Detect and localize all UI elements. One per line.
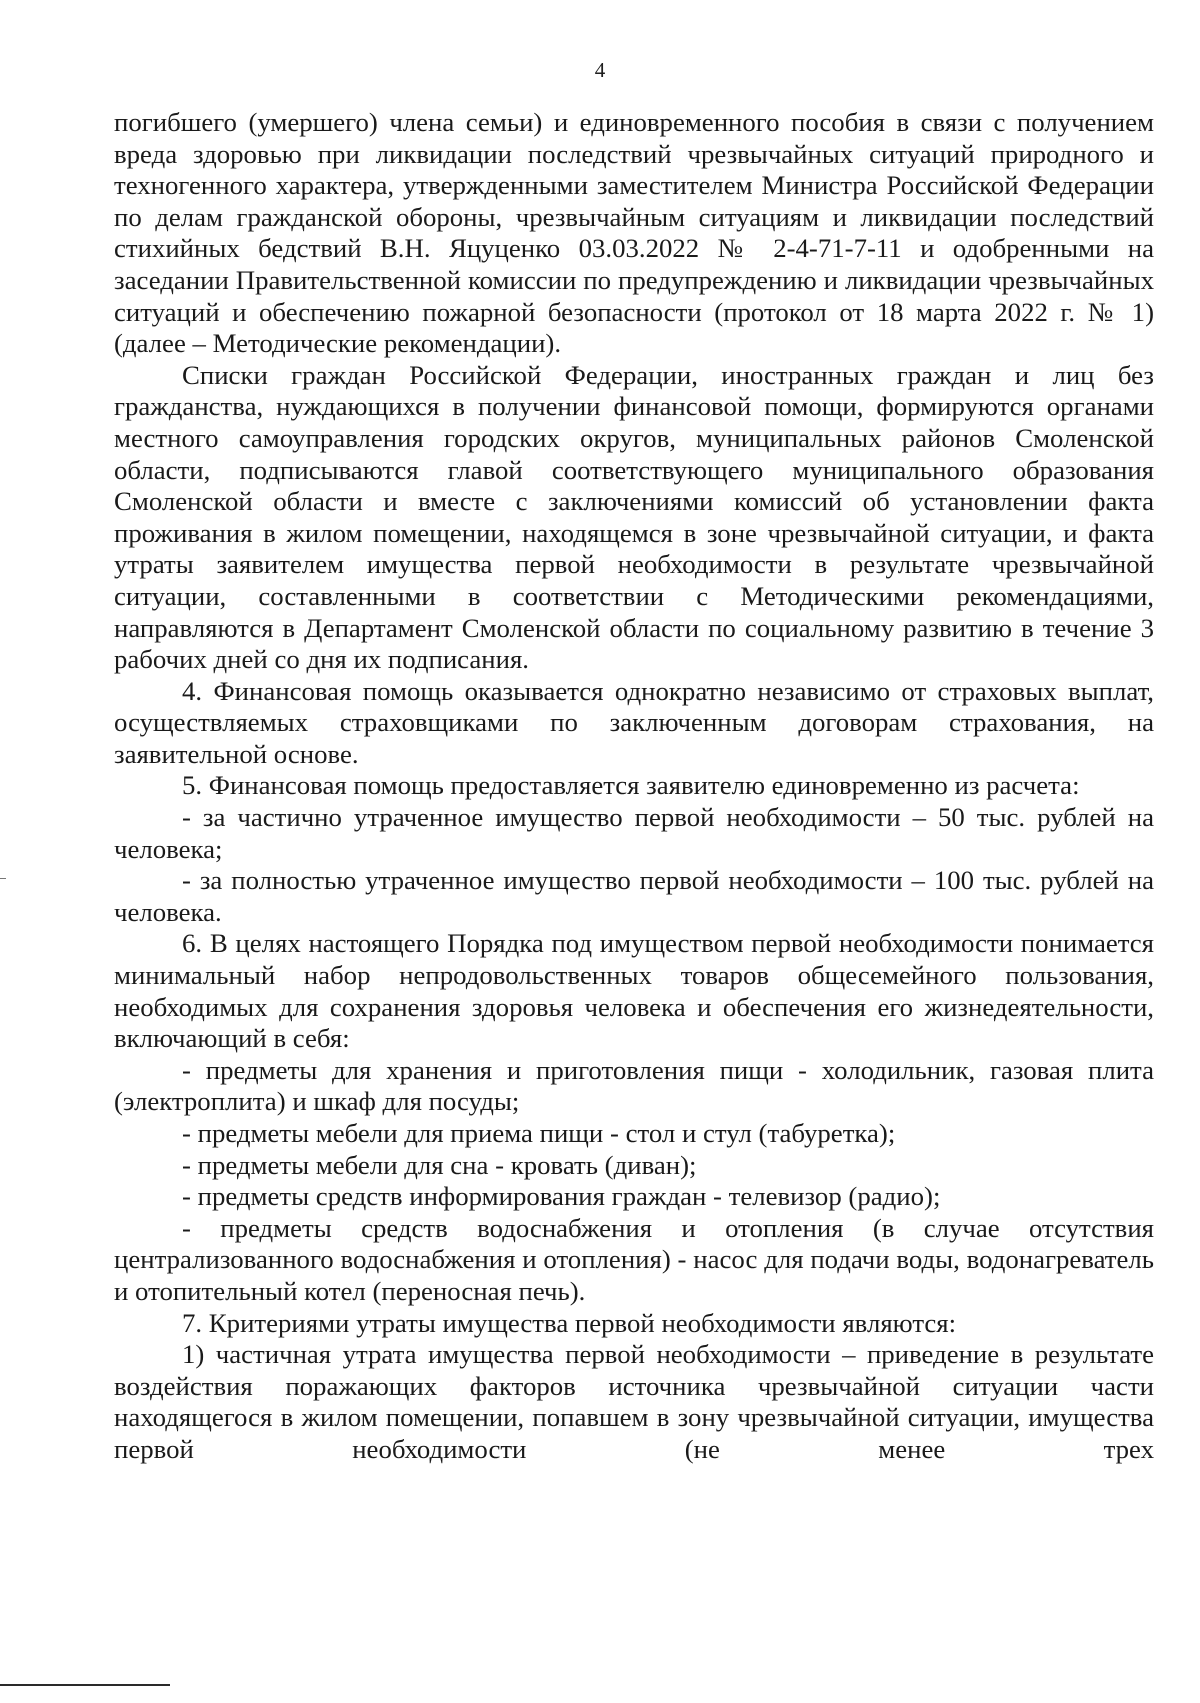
list-item-partial-loss-amount: - за частично утраченное имущество первой необходимости – 50 тыс. рублей на человека;	[114, 802, 1154, 864]
paragraph-7-item-1: 1) частичная утрата имущества первой необходимости – приведение в результате воздействия поражающих факторов источника чрезвычайной ситуации части находящегося в жилом помещении, попавшем в зону чрезвычайной ситуации, имущества первой необходимости (не менее трех	[114, 1339, 1154, 1464]
paragraph-6: 6. В целях настоящего Порядка под имуществом первой необходимости понимается минимальный набор непродовольственных товаров общесемейного пользования, необходимых для сохранения здоровья человека и обеспечения его жизнедеятельности, включающий в себя:	[114, 928, 1154, 1054]
document-body	[114, 107, 1154, 1466]
list-item-information-devices: - предметы средств информирования граждан - телевизор (радио);	[182, 1181, 941, 1212]
paragraph-continuation: погибшего (умершего) члена семьи) и единовременного пособия в связи с получением вреда здоровью при ликвидации последствий чрезвычайных ситуаций природного и техногенного характера, утвержденными заместителем Министра Российской Федерации по делам гражданской обороны, чрезвычайным ситуациям и ликвидации последствий стихийных бедствий В.Н. Яцуценко 03.03.2022 № 2-4-71-7-11 и одобренными на заседании Правительственной комиссии по предупреждению и ликвидации чрезвычайных ситуаций и обеспечению пожарной безопасности (протокол от 18 марта 2022 г. № 1) (далее – Методические рекомендации).	[114, 107, 1154, 359]
margin-mark	[0, 878, 6, 879]
paragraph-4: 4. Финансовая помощь оказывается однократно независимо от страховых выплат, осуществляемых страховщиками по заключенным договорам страхования, на заявительной основе.	[114, 675, 1154, 769]
paragraph-5: 5. Финансовая помощь предоставляется заявителю единовременно из расчета:	[182, 770, 1080, 801]
list-item-water-heating: - предметы средств водоснабжения и отопления (в случае отсутствия централизованного водоснабжения и отопления) - насос для подачи воды, водонагреватель и отопительный котел (переносная печь).	[114, 1212, 1154, 1306]
paragraph-7: 7. Критериями утраты имущества первой необходимости являются:	[182, 1307, 957, 1338]
list-item-food-storage: - предметы для хранения и приготовления пищи - холодильник, газовая плита (электроплита) и шкаф для посуды;	[114, 1054, 1154, 1117]
page-number: 4	[594, 58, 606, 82]
list-item-full-loss-amount: - за полностью утраченное имущество первой необходимости – 100 тыс. рублей на человека.	[114, 865, 1154, 927]
paragraph-citizen-lists: Списки граждан Российской Федерации, иностранных граждан и лиц без гражданства, нуждающихся в получении финансовой помощи, формируются органами местного самоуправления городских округов, муниципальных районов Смоленской области, подписываются главой соответствующего муниципального образования Смоленской области и вместе с заключениями комиссий об установлении факта проживания в жилом помещении, находящемся в зоне чрезвычайной ситуации, и факта утраты заявителем имущества первой необходимости в результате чрезвычайной ситуации, составленными в соответствии с Методическими рекомендациями, направляются в Департамент Смоленской области по социальному развитию в течение 3 рабочих дней со дня их подписания.	[114, 359, 1154, 675]
list-item-dining-furniture: - предметы мебели для приема пищи - стол и стул (табуретка);	[182, 1118, 896, 1148]
list-item-sleep-furniture: - предметы мебели для сна - кровать (диван);	[182, 1149, 697, 1180]
footer-rule	[0, 1684, 170, 1686]
